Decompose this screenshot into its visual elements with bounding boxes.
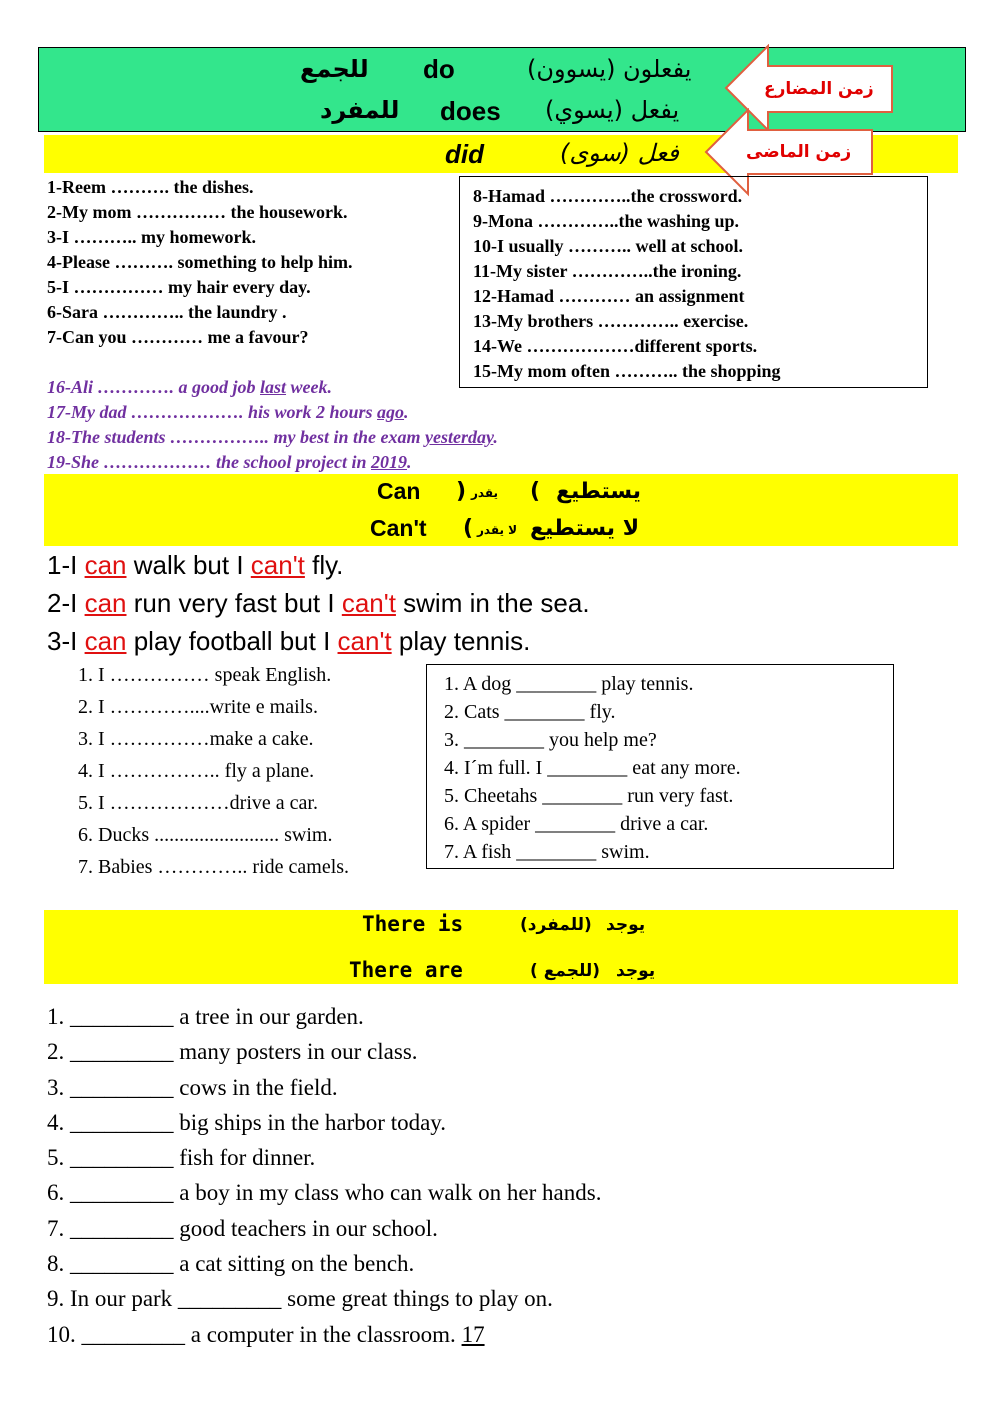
singular-label: للمفرد — [320, 96, 400, 124]
list-item: 17-My dad ………………. his work 2 hours ago. — [47, 402, 409, 422]
example-sentence: 2-I can run very fast but I can't swim in the sea. — [47, 588, 590, 618]
cant-paren: ) — [463, 516, 474, 541]
page-number: 17 — [461, 1321, 485, 1347]
list-item: 9. In our park _________ some great things to play on. — [47, 1286, 553, 1312]
list-item: 14-We ………………different sports. — [473, 336, 758, 356]
list-item: 6-Sara ………….. the laundry . — [47, 302, 287, 322]
list-item: 3-I ……….. my homework. — [47, 227, 256, 247]
list-item: 3. ________ you help me? — [444, 729, 657, 751]
list-item: 2. I …………....write e mails. — [78, 696, 318, 718]
can-word: Can — [377, 478, 421, 504]
there-is-ar2: يوجد — [606, 915, 646, 935]
list-item: 1-Reem ………. the dishes. — [47, 177, 254, 197]
there-are-ar2: يوجد — [616, 961, 656, 981]
list-item: 1. _________ a tree in our garden. — [47, 1004, 364, 1029]
does-word: does — [440, 96, 501, 126]
list-item: 2. _________ many posters in our class. — [47, 1039, 418, 1065]
list-item: 19-She ……………… the school project in 2019. — [47, 452, 412, 472]
list-item: 4-Please ………. something to help him. — [47, 252, 353, 272]
list-item: 10. _________ a computer in the classroom. 17 — [47, 1321, 485, 1347]
list-item: 4. I …………….. fly a plane. — [78, 760, 315, 782]
list-item: 10-I usually ……….. well at school. — [473, 236, 744, 256]
list-item: 15-My mom often ……….. the shopping — [473, 361, 781, 381]
do-word: do — [423, 54, 455, 84]
list-item: 11-My sister …………..the ironing. — [473, 261, 742, 281]
time-keyword: 2019 — [371, 452, 408, 472]
plural-label: للجمع — [300, 55, 369, 83]
list-item: 7. _________ good teachers in our school. — [47, 1215, 438, 1241]
did-meaning: فعل (سوى) — [560, 139, 679, 167]
does-meaning: يفعل (يسوي) — [545, 96, 680, 124]
list-item: 9-Mona …………..the washing up. — [473, 211, 740, 231]
time-keyword: last — [260, 377, 287, 397]
list-item: 5. I ………………drive a car. — [78, 792, 318, 814]
list-item: 8-Hamad …………..the crossword. — [473, 186, 743, 206]
list-item: 16-Ali …………. a good job last week. — [47, 377, 333, 397]
list-item: 3. _________ cows in the field. — [47, 1074, 338, 1100]
can-examples — [47, 550, 590, 664]
list-item: 5. _________ fish for dinner. — [47, 1145, 316, 1171]
list-item: 7-Can you ………… me a favour? — [47, 327, 309, 347]
do-exercises-right — [473, 184, 781, 384]
do-exercises-left — [47, 175, 353, 350]
list-item: 13-My brothers ………….. exercise. — [473, 311, 749, 331]
list-item: 3. I ……………make a cake. — [78, 728, 314, 750]
list-item: 18-The students …………….. my best in the exam yesterday. — [47, 427, 498, 447]
there-are-ar1: (للجمع ) — [530, 961, 601, 981]
list-item: 6. Ducks ......................... swim. — [78, 824, 333, 846]
there-is-ar1: (للمفرد) — [520, 915, 592, 935]
list-item: 4. I´m full. I ________ eat any more. — [444, 757, 741, 779]
list-item: 6. A spider ________ drive a car. — [444, 813, 709, 835]
list-item: 8. _________ a cat sitting on the bench. — [47, 1251, 415, 1277]
can-small-ar: يقدر — [471, 486, 498, 500]
can-paren: ( — [456, 479, 467, 504]
do-meaning: يفعلون (يسوون) — [527, 55, 692, 83]
there-exercises — [47, 1004, 601, 1357]
time-keyword: yesterday — [425, 427, 494, 447]
can-paren: ) — [530, 479, 541, 504]
list-item: 5-I …………… my hair every day. — [47, 277, 311, 297]
list-item: 1. I …………… speak English. — [78, 664, 332, 686]
example-sentence: 3-I can play football but I can't play tennis. — [47, 626, 531, 656]
present-tense-label: زمن المضارع — [764, 79, 874, 99]
there-are-word: There are — [349, 958, 463, 982]
there-highlight-bar — [44, 910, 958, 984]
can-exercises-right — [444, 673, 741, 869]
list-item: 2. Cats ________ fly. — [444, 701, 616, 723]
list-item: 6. _________ a boy in my class who can walk on her hands. — [47, 1180, 602, 1206]
past-tense-label: زمن الماضى — [746, 142, 852, 162]
cant-small-ar: لا يقدر — [477, 523, 518, 537]
list-item: 1. A dog ________ play tennis. — [444, 673, 694, 695]
there-is-word: There is — [362, 912, 464, 936]
cant-meaning: لا يستطيع — [530, 516, 640, 541]
can-exercises-left — [78, 664, 349, 888]
list-item: 7. A fish ________ swim. — [444, 841, 650, 863]
past-exercises — [47, 375, 498, 475]
did-word: did — [445, 139, 484, 169]
can-meaning: يستطيع — [556, 479, 642, 504]
list-item: 2-My mom …………… the housework. — [47, 202, 348, 222]
list-item: 5. Cheetahs ________ run very fast. — [444, 785, 734, 807]
cant-word: Can't — [370, 515, 427, 541]
time-keyword: ago — [377, 402, 405, 422]
list-item: 4. _________ big ships in the harbor today. — [47, 1109, 447, 1135]
list-item: 12-Hamad ………… an assignment — [473, 286, 745, 306]
example-sentence: 1-I can walk but I can't fly. — [47, 550, 344, 580]
list-item: 7. Babies ………….. ride camels. — [78, 856, 350, 878]
